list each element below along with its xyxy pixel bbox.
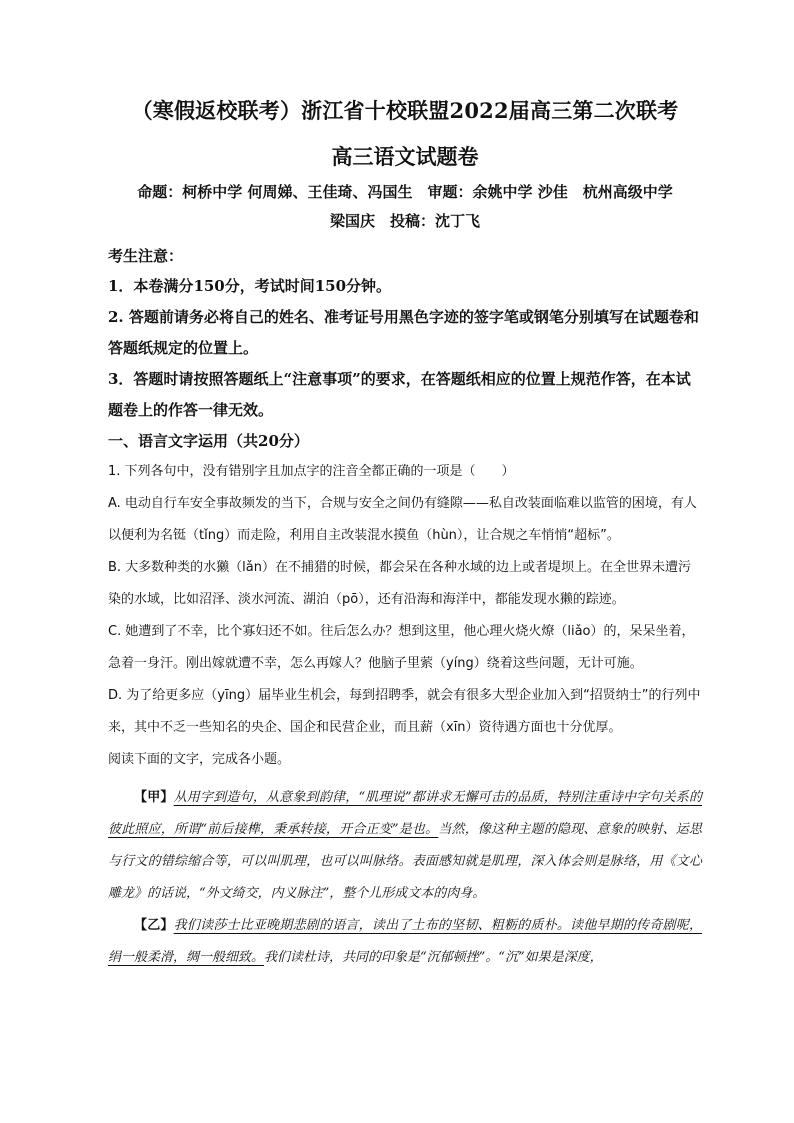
notice-heading: 考生注意： (108, 247, 184, 265)
passage-a-underlined: 从用字到造句，从意象到韵律，“肌理说”都讲求无懈可击的品质，特别注重诗中字句关系的彼此照应，所谓“前后接榫，秉承转接，开合正变”是也。 (108, 790, 702, 837)
question-1-stem: 1. 下列各句中，没有错别字且加点字的注音全都正确的一项是（ ） (108, 464, 515, 479)
exam-title: （寒假返校联考）浙江省十校联盟2022届高三第二次联考 (131, 98, 679, 123)
question-1-option-c: C. 她遭到了不幸，比个寡妇还不如。往后怎么办？想到这里，他心理火烧火燎（liǎo）的，呆呆坐着，急着一身汗。刚出嫁就遭不幸，怎么再嫁人？他脑子里萦（yíng）绕着这些问题，无计可施。 (108, 624, 695, 671)
authors-line-1: 命题：柯桥中学 何周娣、王佳琦、冯国生 审题：余姚中学 沙佳 杭州高级中学 (137, 183, 673, 201)
reading-instruction: 阅读下面的文字，完成各小题。 (108, 752, 291, 767)
passage-b-underlined: 我们读莎士比亚晚期悲剧的语言，读出了土布的坚韧、粗粝的质朴。读他早期的传奇剧呢，绢一般柔滑，绸一般细致。 (108, 918, 702, 965)
question-1-option-a: A. 电动自行车安全事故频发的当下，合规与安全之间仍有缝隙——私自改装面临难以监管的困境，有人以便利为名铤（tǐng）而走险，利用自主改装混水摸鱼（hùn），让合规之车悄悄“超标”。 (108, 496, 697, 543)
passage-b-text: 我们读杜诗，共同的印象是“沉郁顿挫”。“沉”如果是深度， (264, 950, 603, 965)
authors-line-2: 梁国庆 投稿：沈丁飞 (329, 212, 480, 230)
exam-subtitle: 高三语文试题卷 (331, 144, 479, 169)
authors-block (108, 178, 702, 236)
passage-b-tag: 【乙】 (134, 918, 174, 933)
notice-item-3: 3．答题时请按照答题纸上“注意事项”的要求，在答题纸相应的位置上规范作答，在本试题卷上的作答一律无效。 (108, 370, 691, 419)
section-heading: 一、语言文字运用（共20分） (108, 432, 309, 450)
passage-a (108, 782, 702, 910)
question-1-option-b: B. 大多数种类的水獭（lǎn）在不捕猎的时候，都会呆在各种水域的边上或者堤坝上。在全世界未遭污染的水域，比如沼泽、淡水河流、湖泊（pō），还有沿海和海洋中，都能发现水獭的踪迹。 (108, 560, 692, 607)
notice-item-2: 2. 答题前请务必将自己的姓名、准考证号用黑色字迹的签字笔或钢笔分别填写在试题卷和答题纸规定的位置上。 (108, 308, 699, 357)
question-1-option-d: D. 为了给更多应（yīng）届毕业生机会，每到招聘季，就会有很多大型企业加入到“招贤纳士”的行列中来，其中不乏一些知名的央企、国企和民营企业，而且薪（xīn）资待遇方面也十分优厚。 (108, 688, 701, 735)
passage-b (108, 910, 702, 974)
passage-a-text: 当然，像这种主题的隐现、意象的映射、运思与行文的错综缩合等，可以叫肌理，也可以叫脉络。表面感知就是肌理，深入体会则是脉络，用《文心雕龙》的话说，“外文绮交，内义脉注”，整个儿形成文本的肉身。 (108, 822, 702, 901)
notice-item-1: 1．本卷满分150分，考试时间150分钟。 (108, 277, 392, 295)
passage-a-tag: 【甲】 (134, 790, 174, 805)
